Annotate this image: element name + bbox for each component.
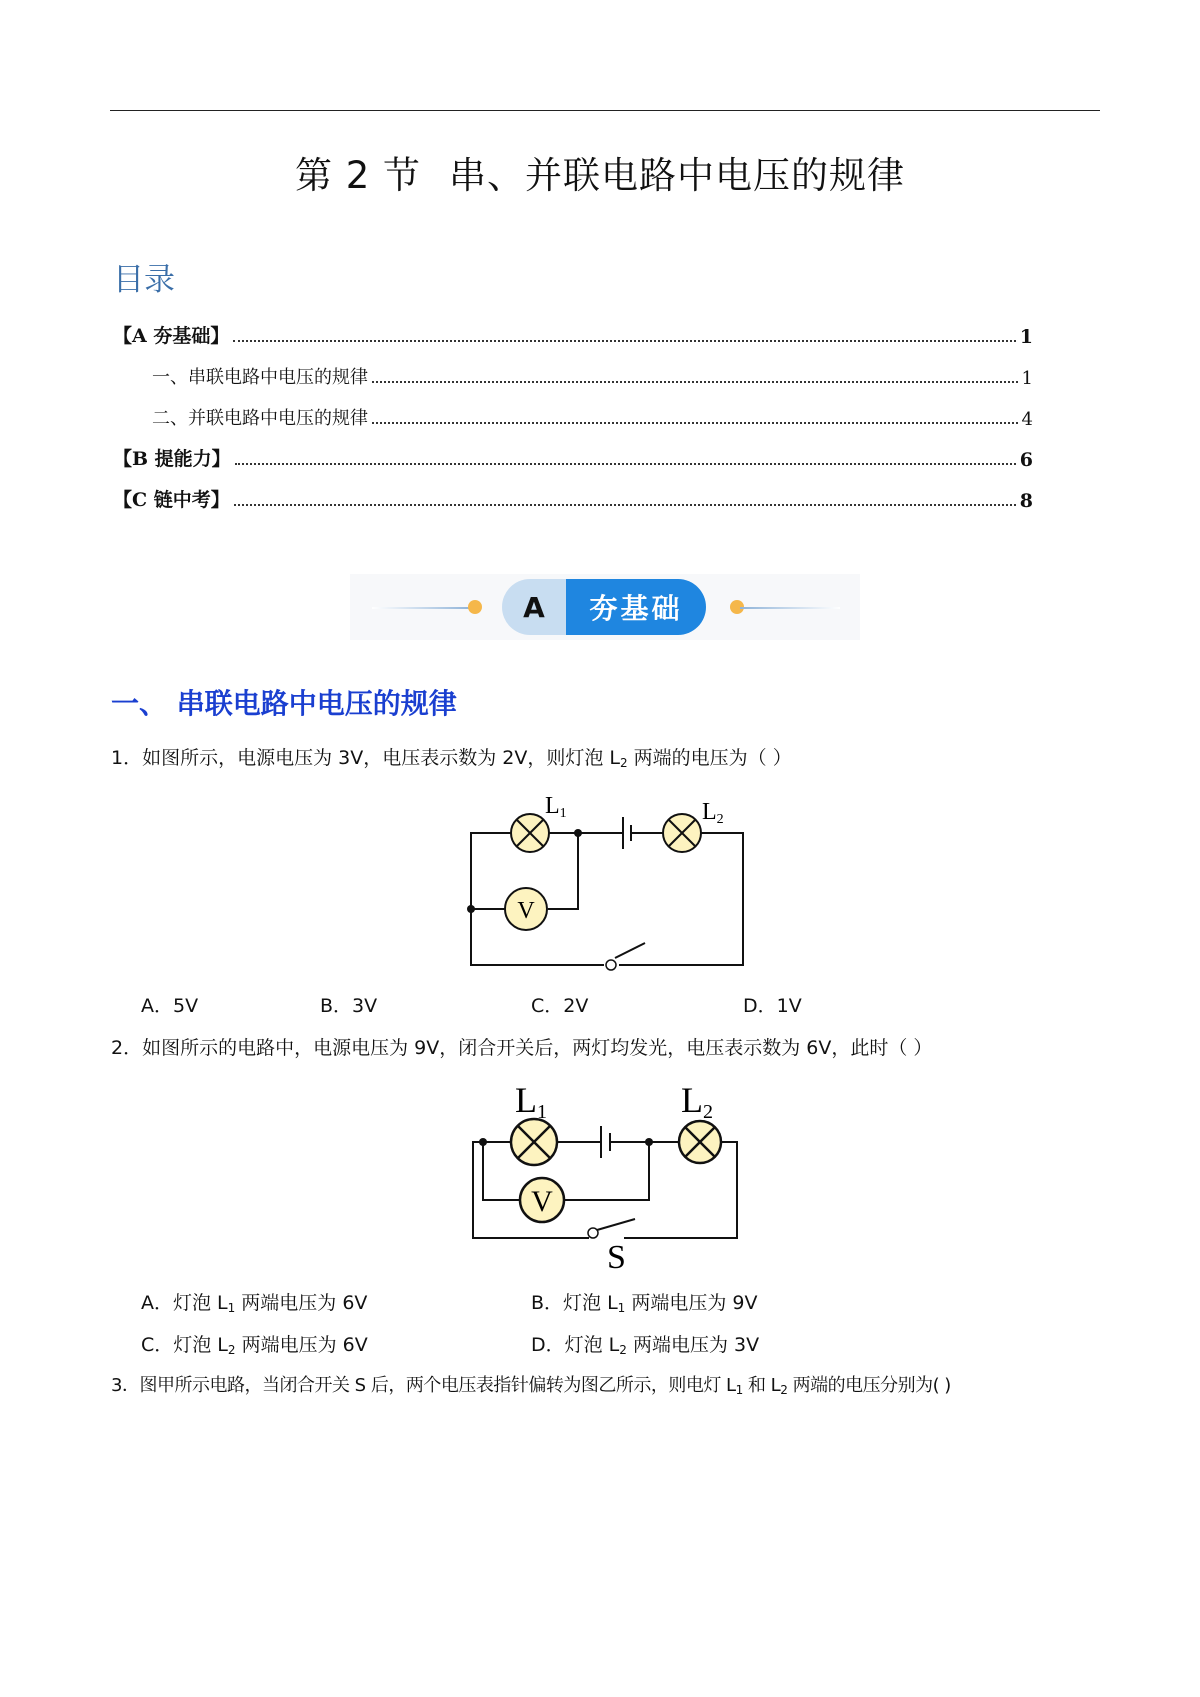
option-1b[interactable]: B．3V: [320, 995, 378, 1017]
question-1-stem: 1．如图所示，电源电压为 3V，电压表示数为 2V，则灯泡 $L_2$ 两端的电压为（ ）: [111, 747, 792, 770]
junction-dot: [645, 1138, 653, 1146]
label-l2: L2: [702, 799, 724, 827]
question-2-stem: 2．如图所示的电路中，电源电压为 9V，闭合开关后，两灯均发光，电压表示数为 6V，此时（ ）: [111, 1037, 933, 1059]
option-2b[interactable]: B．灯泡 $L_1$ 两端电压为 9V: [531, 1292, 758, 1315]
option-1a[interactable]: A．5V: [141, 995, 199, 1017]
bulb-l2-icon: [679, 1121, 721, 1163]
junction-dot: [574, 829, 582, 837]
toc-entry-c[interactable]: [113, 482, 1033, 512]
junction-dot: [479, 1138, 487, 1146]
badge-line-left: [372, 607, 472, 609]
title-topic: 串、并联电路中电压的规律: [449, 154, 906, 197]
header-rule: [110, 110, 1100, 111]
toc-entry-b[interactable]: [113, 441, 1033, 471]
svg-text:V: V: [517, 898, 535, 924]
label-l1: L1: [515, 1080, 547, 1123]
badge-text: 夯基础: [566, 579, 706, 635]
bulb-l2-icon: [663, 814, 701, 852]
toc-page: 4: [1021, 409, 1033, 430]
toc-entry-a2[interactable]: [152, 400, 1033, 430]
toc-label: 【C 链中考】: [113, 489, 230, 511]
option-1d[interactable]: D．1V: [743, 995, 802, 1017]
badge-line-right: [740, 607, 840, 609]
badge-pill: [502, 579, 706, 635]
toc-leader: [372, 422, 1018, 424]
toc-leader: [235, 463, 1016, 465]
section-badge: [350, 574, 860, 640]
voltmeter-icon: [505, 888, 547, 930]
toc-label: 二、并联电路中电压的规律: [152, 408, 368, 429]
bulb-l1-icon: [511, 1119, 557, 1165]
option-2c[interactable]: C．灯泡 $L_2$ 两端电压为 6V: [141, 1334, 368, 1357]
option-1c[interactable]: C．2V: [531, 995, 589, 1017]
switch-icon: [588, 1228, 598, 1238]
bulb-l1-icon: [511, 814, 549, 852]
toc-leader: [233, 340, 1015, 342]
junction-dot: [467, 905, 475, 913]
toc-entry-a1[interactable]: [152, 359, 1033, 389]
title-section: 第 2 节: [294, 154, 422, 197]
toc-page: 6: [1019, 449, 1033, 471]
voltmeter-icon: [520, 1178, 564, 1222]
toc-label: 【B 提能力】: [113, 448, 231, 470]
toc-page: 1: [1019, 326, 1033, 348]
toc-label: 【A 夯基础】: [113, 325, 230, 347]
badge-letter: A: [502, 579, 566, 635]
toc-page: 1: [1021, 368, 1033, 389]
label-l1: L1: [545, 793, 567, 821]
question-3-stem: 3．图甲所示电路，当闭合开关 S 后，两个电压表指针偏转为图乙所示，则电灯 $L_1$ 和 $L_2$ 两端的电压分别为( ): [111, 1375, 951, 1397]
svg-text:V: V: [531, 1185, 553, 1218]
label-switch: S: [607, 1239, 626, 1275]
option-2d[interactable]: D．灯泡 $L_2$ 两端电压为 3V: [531, 1334, 760, 1357]
label-l2: L2: [681, 1080, 713, 1123]
toc-heading: 目录: [113, 262, 175, 298]
badge-dot-left: [468, 600, 482, 614]
section-heading: 一、 串联电路中电压的规律: [111, 687, 457, 720]
toc-page: 8: [1019, 490, 1033, 512]
toc-leader: [372, 381, 1018, 383]
toc-label: 一、串联电路中电压的规律: [152, 367, 368, 388]
page-title: [0, 145, 1200, 199]
switch-icon: [606, 960, 616, 970]
circuit-diagram-1: [465, 786, 755, 976]
option-2a[interactable]: A．灯泡 $L_1$ 两端电压为 6V: [141, 1292, 368, 1315]
toc-entry-a[interactable]: [113, 318, 1033, 348]
circuit-diagram-2: [465, 1075, 755, 1275]
toc-leader: [234, 504, 1016, 506]
